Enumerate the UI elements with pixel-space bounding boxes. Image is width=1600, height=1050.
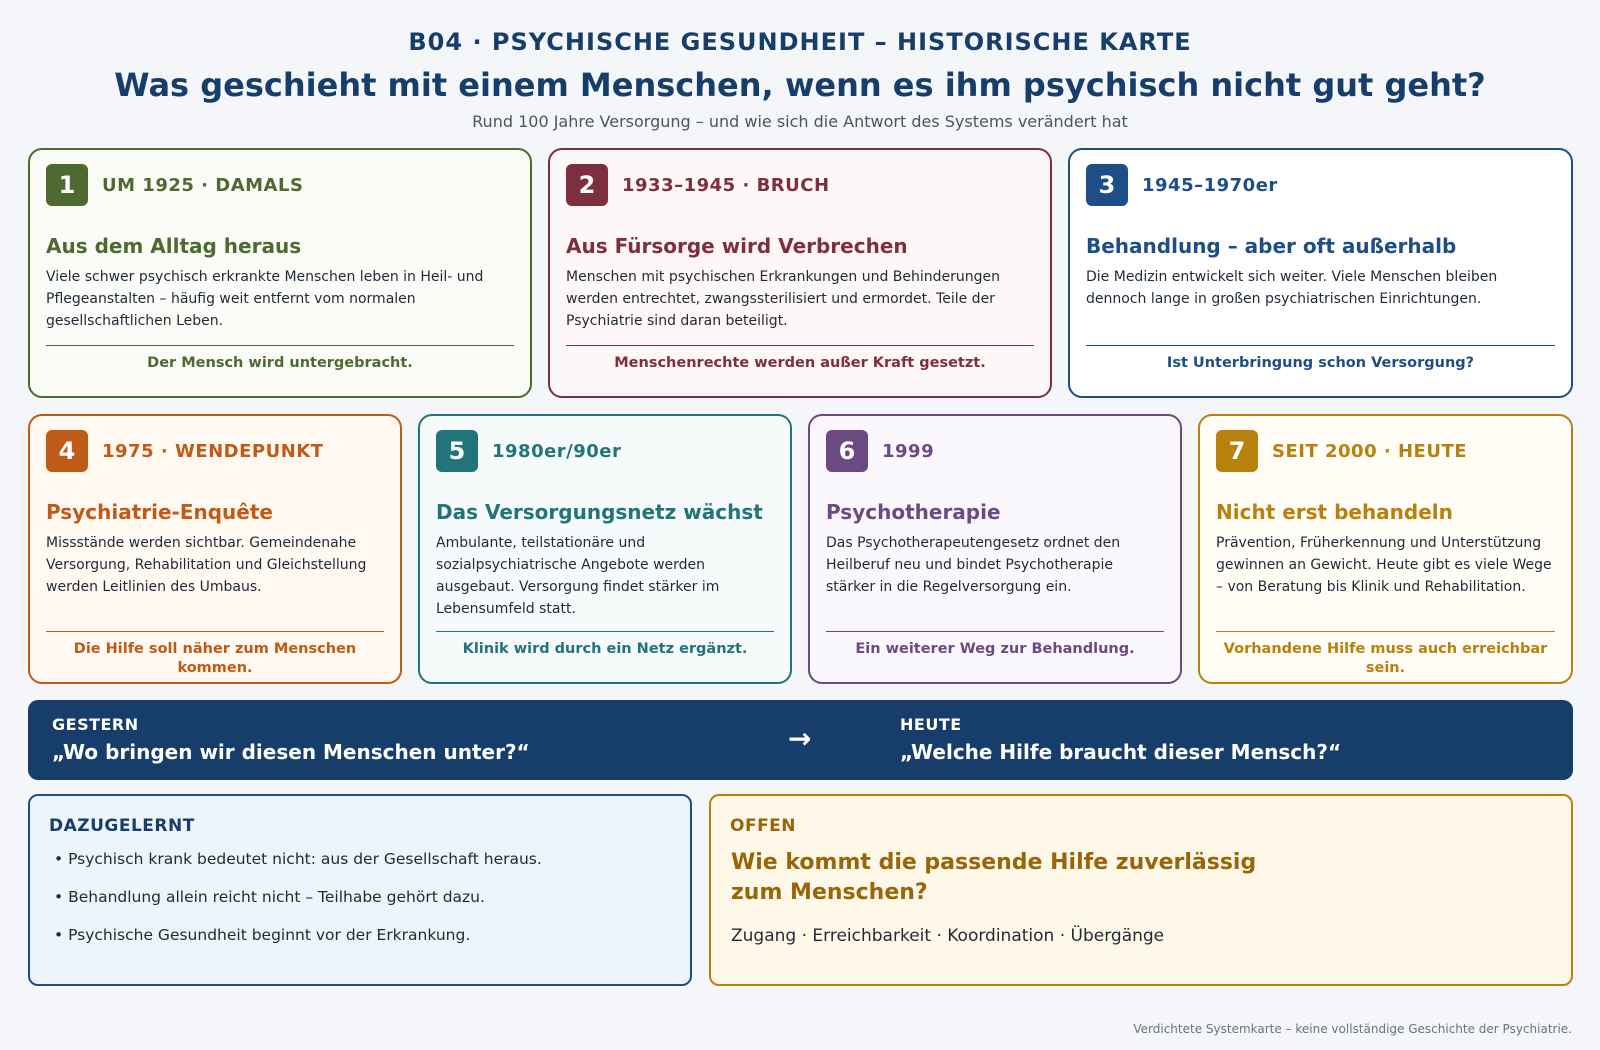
card-number-badge: 6 <box>826 430 868 472</box>
card-period: UM 1925 · DAMALS <box>102 174 304 196</box>
card-divider <box>46 345 514 346</box>
card-divider <box>436 631 774 632</box>
header <box>0 28 1600 131</box>
open-box <box>709 794 1573 986</box>
list-item-text: Behandlung allein reicht nicht – Teilhabe gehört dazu. <box>68 888 485 906</box>
card-divider <box>1086 345 1555 346</box>
page-kicker: B04 · PSYCHISCHE GESUNDHEIT – HISTORISCHE KARTE <box>408 28 1192 56</box>
timeline-card-2 <box>548 148 1052 398</box>
list-item-text: Psychisch krank bedeutet nicht: aus der Gesellschaft heraus. <box>68 850 542 868</box>
card-footer: Die Hilfe soll näher zum Menschen kommen. <box>73 641 357 676</box>
learned-list <box>54 850 542 964</box>
list-item-text: Psychische Gesundheit beginnt vor der Erkrankung. <box>68 926 471 944</box>
card-period: 1975 · WENDEPUNKT <box>102 440 324 462</box>
card-title: Psychotherapie <box>826 500 1001 524</box>
card-number-badge: 7 <box>1216 430 1258 472</box>
card-text: Ambulante, teilstationäre und sozialpsychiatrische Angebote werden ausgebaut. Versorgung findet stärker im Lebensumfeld statt. <box>436 535 720 617</box>
card-divider <box>826 631 1164 632</box>
timeline-card-1 <box>28 148 532 398</box>
card-title: Behandlung – aber oft außerhalb <box>1086 234 1457 258</box>
card-title: Psychiatrie-Enquête <box>46 500 273 524</box>
learned-box <box>28 794 692 986</box>
comparison-banner <box>28 700 1573 780</box>
timeline-card-3 <box>1068 148 1573 398</box>
open-label: OFFEN <box>730 816 797 836</box>
page-title: Was geschieht mit einem Menschen, wenn es ihm psychisch nicht gut geht? <box>114 66 1486 104</box>
timeline-card-7 <box>1198 414 1573 684</box>
card-period: 1980er/90er <box>492 440 622 462</box>
today-quote: „Welche Hilfe braucht dieser Mensch?“ <box>900 740 1342 764</box>
card-period: 1933–1945 · BRUCH <box>622 174 830 196</box>
card-number-badge: 1 <box>46 164 88 206</box>
card-number-badge: 3 <box>1086 164 1128 206</box>
card-title: Das Versorgungsnetz wächst <box>436 500 763 524</box>
list-item: • Psychische Gesundheit beginnt vor der Erkrankung. <box>54 926 471 944</box>
card-text: Prävention, Früherkennung und Unterstützung gewinnen an Gewicht. Heute gibt es viele Wege – von Beratung bis Klinik und Rehabilitation. <box>1216 535 1552 595</box>
card-footer: Der Mensch wird untergebracht. <box>147 355 413 371</box>
card-divider <box>566 345 1034 346</box>
card-number-badge: 2 <box>566 164 608 206</box>
card-text: Die Medizin entwickelt sich weiter. Viele Menschen bleiben dennoch lange in großen psychiatrischen Einrichtungen. <box>1086 269 1498 307</box>
open-question: Wie kommt die passende Hilfe zuverlässig zum Menschen? <box>731 850 1257 905</box>
card-text: Viele schwer psychisch erkrankte Menschen leben in Heil- und Pflegeanstalten – häufig weit entfernt vom normalen gesellschaftlichen Leben. <box>46 269 484 329</box>
card-footer: Vorhandene Hilfe muss auch erreichbar sein. <box>1223 641 1548 676</box>
card-number-badge: 5 <box>436 430 478 472</box>
list-item: • Psychisch krank bedeutet nicht: aus der Gesellschaft heraus. <box>54 850 542 868</box>
card-text: Missstände werden sichtbar. Gemeindenahe Versorgung, Rehabilitation und Gleichstellung werden Leitlinien des Umbaus. <box>46 535 367 595</box>
yesterday-label: GESTERN <box>52 715 139 734</box>
list-item: • Behandlung allein reicht nicht – Teilhabe gehört dazu. <box>54 888 485 906</box>
timeline-card-4 <box>28 414 402 684</box>
card-period: SEIT 2000 · HEUTE <box>1272 440 1468 462</box>
card-footer: Ein weiterer Weg zur Behandlung. <box>855 641 1135 657</box>
card-text: Das Psychotherapeutengesetz ordnet den Heilberuf neu und bindet Psychotherapie stärker in die Regelversorgung ein. <box>826 535 1121 595</box>
footnote: Verdichtete Systemkarte – keine vollständige Geschichte der Psychiatrie. <box>1133 1022 1572 1036</box>
card-period: 1999 <box>882 440 935 462</box>
page-subtitle: Rund 100 Jahre Versorgung – und wie sich die Antwort des Systems verändert hat <box>472 112 1128 131</box>
today-label: HEUTE <box>900 715 962 734</box>
timeline-card-6 <box>808 414 1182 684</box>
card-footer: Klinik wird durch ein Netz ergänzt. <box>462 641 748 657</box>
open-keywords: Zugang · Erreichbarkeit · Koordination · Übergänge <box>731 926 1165 946</box>
learned-label: DAZUGELERNT <box>49 816 195 836</box>
card-divider <box>1216 631 1555 632</box>
card-footer: Ist Unterbringung schon Versorgung? <box>1166 355 1475 371</box>
arrow-right-icon: → <box>788 722 812 755</box>
card-footer: Menschenrechte werden außer Kraft gesetzt. <box>614 355 986 371</box>
card-title: Aus dem Alltag heraus <box>46 234 302 258</box>
timeline-card-5 <box>418 414 792 684</box>
card-divider <box>46 631 384 632</box>
card-number-badge: 4 <box>46 430 88 472</box>
card-title: Aus Fürsorge wird Verbrechen <box>566 234 908 258</box>
yesterday-quote: „Wo bringen wir diesen Menschen unter?“ <box>52 740 530 764</box>
card-text: Menschen mit psychischen Erkrankungen und Behinderungen werden entrechtet, zwangssterilisiert und ermordet. Teile der Psychiatrie sind daran beteiligt. <box>566 269 1001 329</box>
card-title: Nicht erst behandeln <box>1216 500 1453 524</box>
card-period: 1945–1970er <box>1142 174 1278 196</box>
